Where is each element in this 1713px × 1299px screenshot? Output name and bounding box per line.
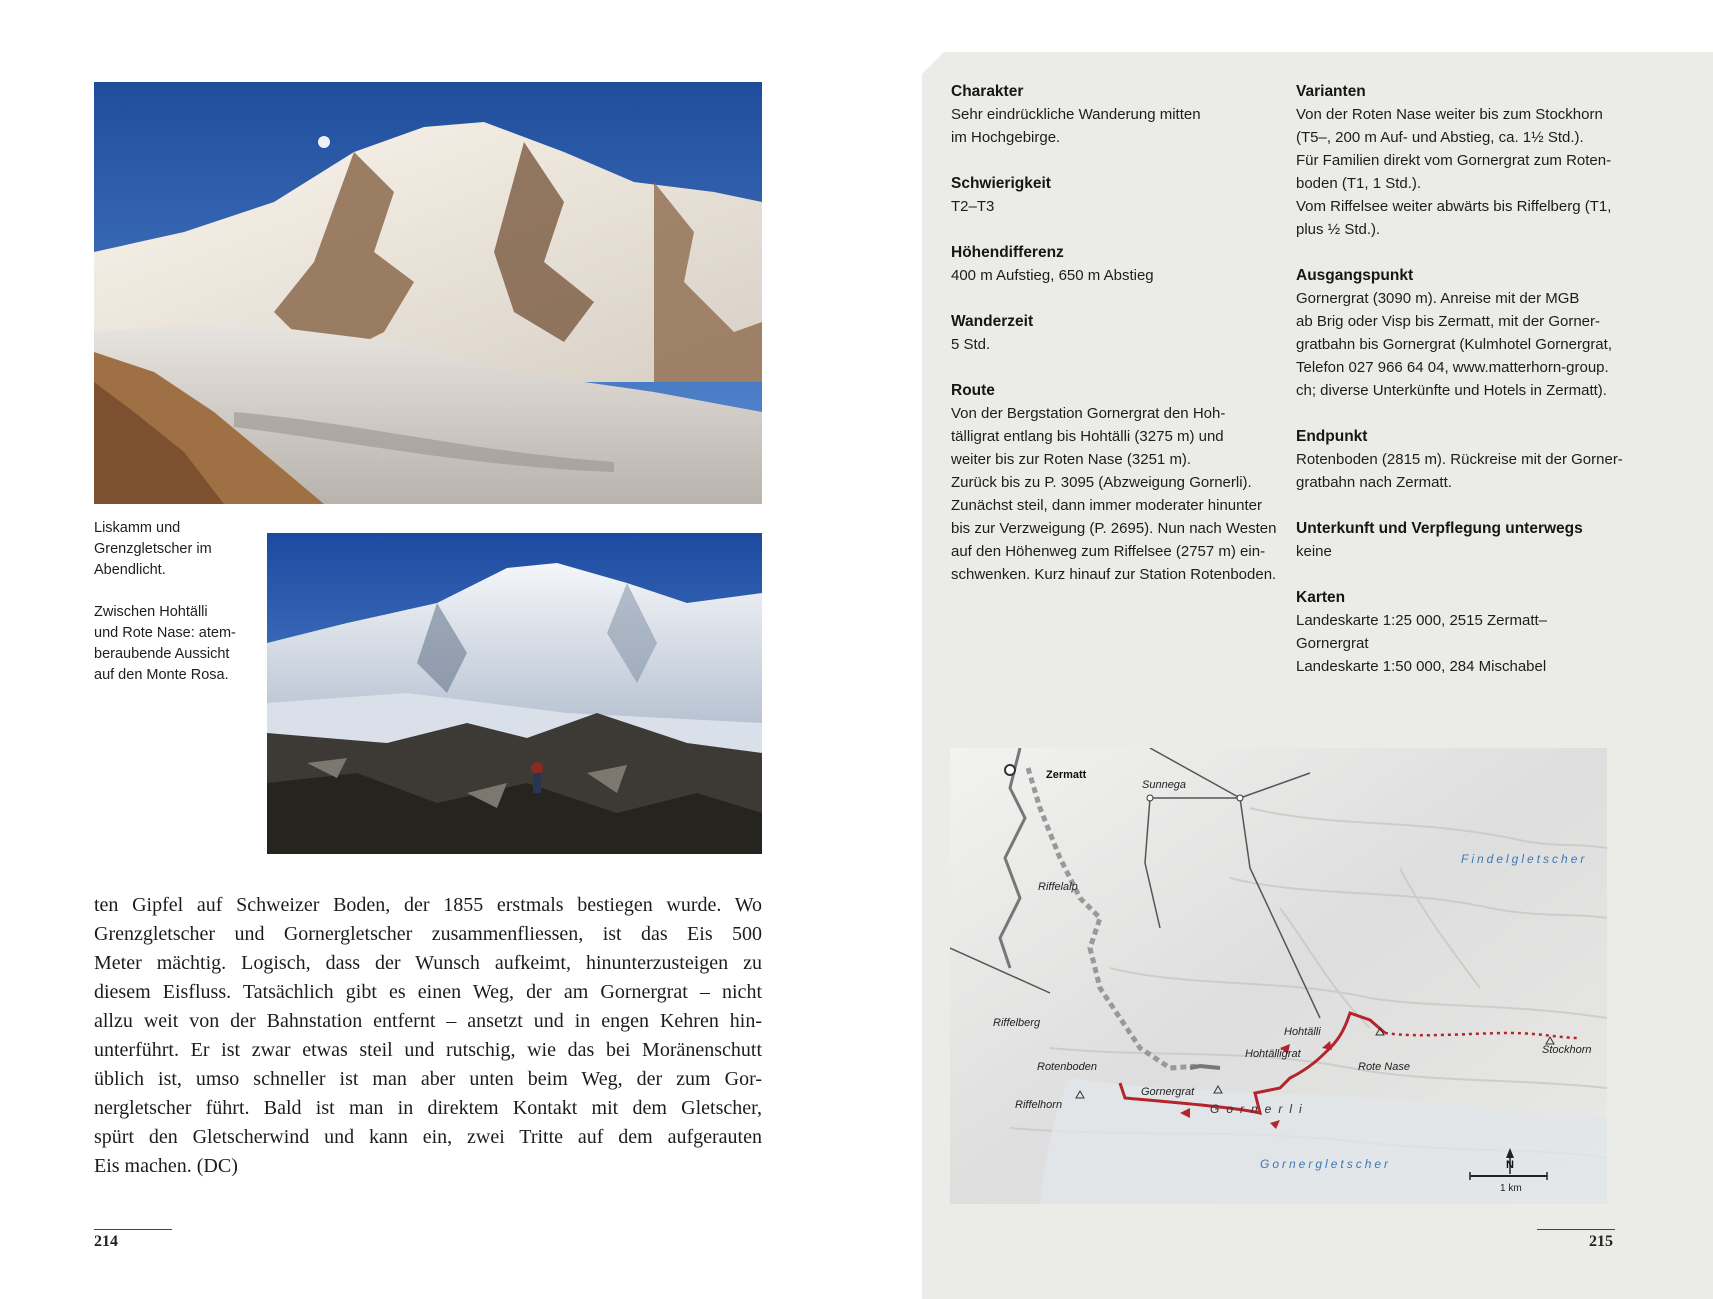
map-label-zermatt: Zermatt: [1046, 769, 1087, 781]
photo-liskamm-grenzgletscher: [94, 82, 762, 504]
info-line: Rotenboden (2815 m). Rückreise mit der Gorner-: [1296, 451, 1623, 468]
info-line: bis zur Verzweigung (P. 2695). Nun nach Westen: [951, 520, 1277, 537]
info-line: im Hochgebirge.: [951, 129, 1061, 146]
info-line: auf den Höhenweg zum Riffelsee (2757 m) ein-: [951, 543, 1266, 560]
info-heading: Endpunkt: [1296, 428, 1368, 445]
map-label-riffelhorn: Riffelhorn: [1015, 1099, 1063, 1111]
info-heading: Karten: [1296, 589, 1346, 606]
body-line: Grenzgletscher und Gornergletscher zusammenfliessen, ist das Eis 500: [94, 923, 762, 945]
info-block-hoehendifferenz: [951, 241, 1271, 287]
info-block-endpunkt: [1296, 425, 1621, 494]
info-block-schwierigkeit: [951, 172, 1271, 218]
info-line: tälligrat entlang bis Hohtälli (3275 m) und: [951, 428, 1224, 445]
info-line: Sehr eindrückliche Wanderung mitten: [951, 106, 1201, 123]
page-number-left: 214: [94, 1233, 118, 1250]
info-line: boden (T1, 1 Std.).: [1296, 175, 1422, 192]
info-line: Für Familien direkt vom Gornergrat zum Roten-: [1296, 152, 1612, 169]
info-line: Zurück bis zu P. 3095 (Abzweigung Gornerli).: [951, 474, 1252, 491]
body-line: allzu weit von der Bahnstation entfernt – ansetzt und in engen Kehren hin-: [94, 1010, 762, 1032]
info-line: schwenken. Kurz hinauf zur Station Rotenboden.: [951, 566, 1277, 583]
info-line: Gornergrat (3090 m). Anreise mit der MGB: [1296, 290, 1580, 307]
body-line: nergletscher führt. Bald ist man in direktem Kontakt mit dem Gletscher,: [94, 1097, 762, 1119]
info-block-karten: [1296, 586, 1621, 678]
info-line: Vom Riffelsee weiter abwärts bis Riffelberg (T1,: [1296, 198, 1612, 215]
info-heading: Wanderzeit: [951, 313, 1034, 330]
zermatt-marker: [1005, 765, 1015, 775]
footer-rule-right: [1537, 1229, 1615, 1230]
info-line: Zunächst steil, dann immer moderater hinunter: [951, 497, 1262, 514]
map-label-findelgletscher: Findelgletscher: [1461, 852, 1588, 866]
body-line: spürt den Gletscherwind und kann ein, zwei Tritte auf dem aufgerauten: [94, 1126, 762, 1148]
info-block-wanderzeit: [951, 310, 1271, 356]
map-label-sunnega: Sunnega: [1142, 779, 1187, 791]
body-text: [94, 891, 762, 1181]
map-label-gornerli: Gornerli: [1210, 1102, 1309, 1116]
body-line: üblich ist, umso schneller ist man aber unten beim Weg, der zum Gor-: [94, 1068, 762, 1090]
info-heading: Varianten: [1296, 83, 1366, 100]
info-line: Landeskarte 1:25 000, 2515 Zermatt–: [1296, 612, 1548, 629]
page-number-right: 215: [1589, 1233, 1613, 1250]
info-line: Landeskarte 1:50 000, 284 Mischabel: [1296, 658, 1547, 675]
route-map: [950, 748, 1607, 1204]
body-line: Eis machen. (DC): [94, 1155, 238, 1177]
info-line: gratbahn bis Gornergrat (Kulmhotel Gornergrat,: [1296, 336, 1612, 353]
info-line: keine: [1296, 543, 1332, 560]
info-column-2: [1296, 80, 1621, 701]
north-label: N: [1506, 1159, 1514, 1171]
info-line: Von der Roten Nase weiter bis zum Stockhorn: [1296, 106, 1603, 123]
info-line: Von der Bergstation Gornergrat den Hoh-: [951, 405, 1226, 422]
railway-end: [1190, 1066, 1220, 1068]
info-line: weiter bis zur Roten Nase (3251 m).: [951, 451, 1192, 468]
info-heading: Schwierigkeit: [951, 175, 1051, 192]
photo-caption-1: Liskamm und Grenzgletscher im Abendlicht.: [94, 520, 212, 578]
info-heading: Höhendifferenz: [951, 244, 1064, 261]
station-sunnega: [1147, 795, 1153, 801]
body-line: Meter mächtig. Logisch, dass der Wunsch aufkeimt, hinunterzusteigen zu: [94, 952, 762, 974]
info-heading: Ausgangspunkt: [1296, 267, 1414, 284]
map-label-hohtaelligrat: Hohtälligrat: [1245, 1048, 1301, 1060]
info-line: Gornergrat: [1296, 635, 1369, 652]
info-line: gratbahn nach Zermatt.: [1296, 474, 1452, 491]
map-label-gornergrat: Gornergrat: [1141, 1086, 1195, 1098]
info-block-charakter: [951, 80, 1271, 149]
info-heading: Unterkunft und Verpflegung unterwegs: [1296, 520, 1583, 537]
info-block-ausgangspunkt: [1296, 264, 1621, 402]
info-block-varianten: [1296, 80, 1621, 241]
info-line: (T5–, 200 m Auf- und Abstieg, ca. 1½ Std.).: [1296, 129, 1584, 146]
info-line: plus ½ Std.).: [1296, 221, 1381, 238]
photo-monte-rosa: [267, 533, 762, 854]
scale-label: 1 km: [1500, 1183, 1522, 1194]
info-block-route: [951, 379, 1277, 586]
footer-rule-left: [94, 1229, 172, 1230]
map-label-riffelberg: Riffelberg: [993, 1017, 1041, 1029]
info-line: Telefon 027 966 64 04, www.matterhorn-group.: [1296, 359, 1609, 376]
map-label-hohtaelli: Hohtälli: [1284, 1026, 1321, 1038]
info-heading: Charakter: [951, 83, 1024, 100]
body-line: ten Gipfel auf Schweizer Boden, der 1855 erstmals bestiegen wurde. Wo: [94, 894, 762, 916]
info-line: 400 m Aufstieg, 650 m Abstieg: [951, 267, 1154, 284]
info-line: 5 Std.: [951, 336, 991, 353]
map-label-riffelalp: Riffelalp: [1038, 881, 1078, 893]
body-line: diesem Eisfluss. Tatsächlich gibt es einen Weg, der am Gornergrat – nicht: [94, 981, 762, 1003]
map-label-rotenboden: Rotenboden: [1037, 1061, 1097, 1073]
photo-caption-2: Zwischen Hohtälli und Rote Nase: atem- beraubende Aussicht auf den Monte Rosa.: [94, 604, 236, 683]
info-line: ab Brig oder Visp bis Zermatt, mit der Gorner-: [1296, 313, 1600, 330]
map-label-rote-nase: Rote Nase: [1358, 1061, 1410, 1073]
station-blauherd: [1237, 795, 1243, 801]
info-block-unterkunft: [1296, 517, 1621, 563]
info-column-1: [951, 80, 1277, 609]
info-line: T2–T3: [951, 198, 995, 215]
info-heading: Route: [951, 382, 995, 399]
map-label-gornergletscher: Gornergletscher: [1260, 1157, 1392, 1171]
body-line: unterführt. Er ist zwar etwas steil und rutschig, wie das bei Moränenschutt: [94, 1039, 762, 1061]
map-label-stockhorn: Stockhorn: [1542, 1044, 1592, 1056]
info-line: ch; diverse Unterkünfte und Hotels in Zermatt).: [1296, 382, 1607, 399]
